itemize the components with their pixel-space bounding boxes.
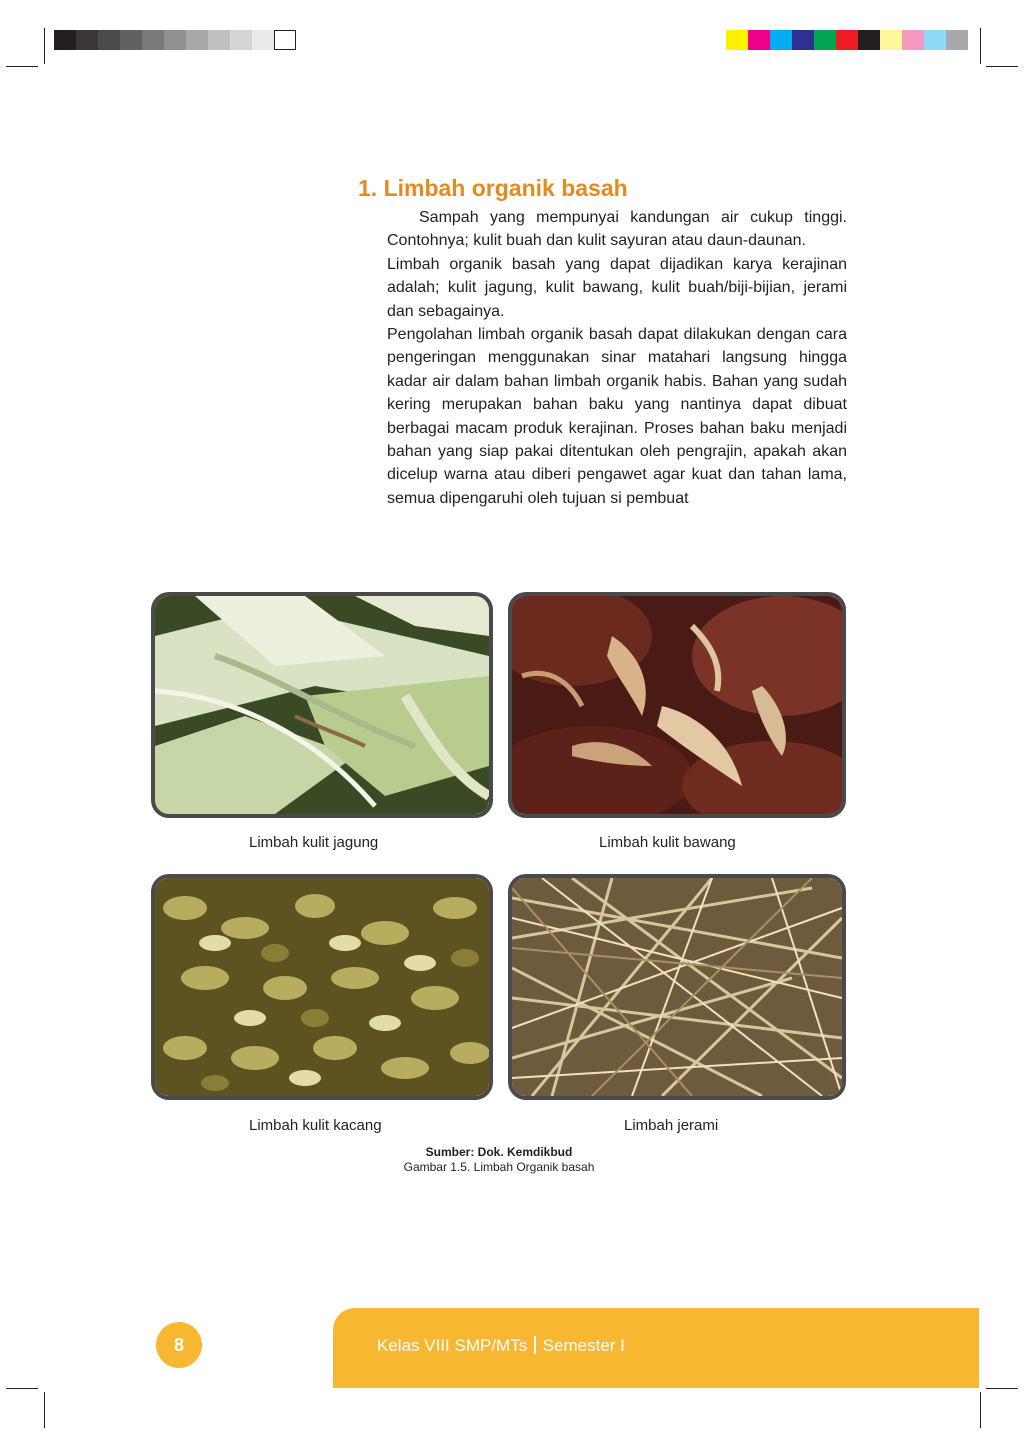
crop-mark xyxy=(44,1392,45,1428)
color-swatch xyxy=(770,30,792,50)
color-swatch xyxy=(252,30,274,50)
figure-source: Sumber: Dok. Kemdikbud xyxy=(425,1145,573,1159)
crop-mark xyxy=(6,1388,38,1389)
section-heading xyxy=(358,172,628,204)
photo-caption: Limbah kulit jagung xyxy=(249,834,379,851)
color-swatch xyxy=(924,30,946,50)
paragraph: Pengolahan limbah organik basah dapat dilakukan dengan cara pengeringan menggunakan sinar matahari langsung hingga kadar air dalam bahan limbah organik habis. Bahan yang sudah kering merupakan bahan baku yang nantinya dapat dibuat berbagai macam produk kerajinan. Proses bahan baku menjadi bahan yang siap pakai ditentukan oleh pengrajin, apakah akan dicelup warna atau diberi pengawet agar kuat dan tahan lama, semua dipengaruhi oleh tujuan si pembuat xyxy=(387,326,847,507)
cmyk-color-bar xyxy=(726,30,968,50)
paragraph: Limbah organik basah yang dapat dijadikan karya kerajinan adalah; kulit jagung, kulit bawang, kulit buah/biji-bijian, jerami dan sebagainya. xyxy=(387,255,847,320)
color-swatch xyxy=(76,30,98,50)
section-body xyxy=(387,206,847,510)
footer-semester-label: Semester I xyxy=(542,1336,625,1355)
color-swatch xyxy=(902,30,924,50)
color-swatch xyxy=(98,30,120,50)
crop-mark xyxy=(980,1392,981,1428)
color-swatch xyxy=(836,30,858,50)
photo-caption: Limbah jerami xyxy=(624,1117,719,1134)
color-swatch xyxy=(208,30,230,50)
photo-straw xyxy=(508,874,846,1100)
page-number: 8 xyxy=(156,1322,202,1368)
color-swatch xyxy=(792,30,814,50)
color-swatch xyxy=(186,30,208,50)
color-swatch xyxy=(120,30,142,50)
footer-label xyxy=(377,1334,625,1358)
color-swatch xyxy=(748,30,770,50)
color-swatch xyxy=(164,30,186,50)
section-number: 1. xyxy=(358,175,378,201)
figure-caption: Gambar 1.5. Limbah Organik basah xyxy=(403,1160,595,1174)
photo-onion-skin xyxy=(508,592,846,818)
color-swatch xyxy=(880,30,902,50)
footer-separator xyxy=(534,1336,536,1354)
photo-corn-husk xyxy=(151,592,493,818)
grayscale-color-bar xyxy=(54,30,296,50)
section-title: Limbah organik basah xyxy=(383,175,628,201)
crop-mark xyxy=(986,66,1018,67)
color-swatch xyxy=(726,30,748,50)
color-swatch xyxy=(274,30,296,50)
photo-caption: Limbah kulit bawang xyxy=(599,834,736,851)
crop-mark xyxy=(44,28,45,64)
color-swatch xyxy=(142,30,164,50)
crop-mark xyxy=(986,1388,1018,1389)
color-swatch xyxy=(54,30,76,50)
footer-class-label: Kelas VIII SMP/MTs xyxy=(377,1336,528,1355)
color-swatch xyxy=(230,30,252,50)
photo-peanut-shell xyxy=(151,874,493,1100)
paragraph: Sampah yang mempunyai kandungan air cukup tinggi. Contohnya; kulit buah dan kulit sayuran atau daun-daunan. xyxy=(387,209,847,250)
crop-mark xyxy=(980,28,981,64)
color-swatch xyxy=(858,30,880,50)
color-swatch xyxy=(946,30,968,50)
crop-mark xyxy=(6,66,38,67)
photo-caption: Limbah kulit kacang xyxy=(249,1117,382,1134)
color-swatch xyxy=(814,30,836,50)
